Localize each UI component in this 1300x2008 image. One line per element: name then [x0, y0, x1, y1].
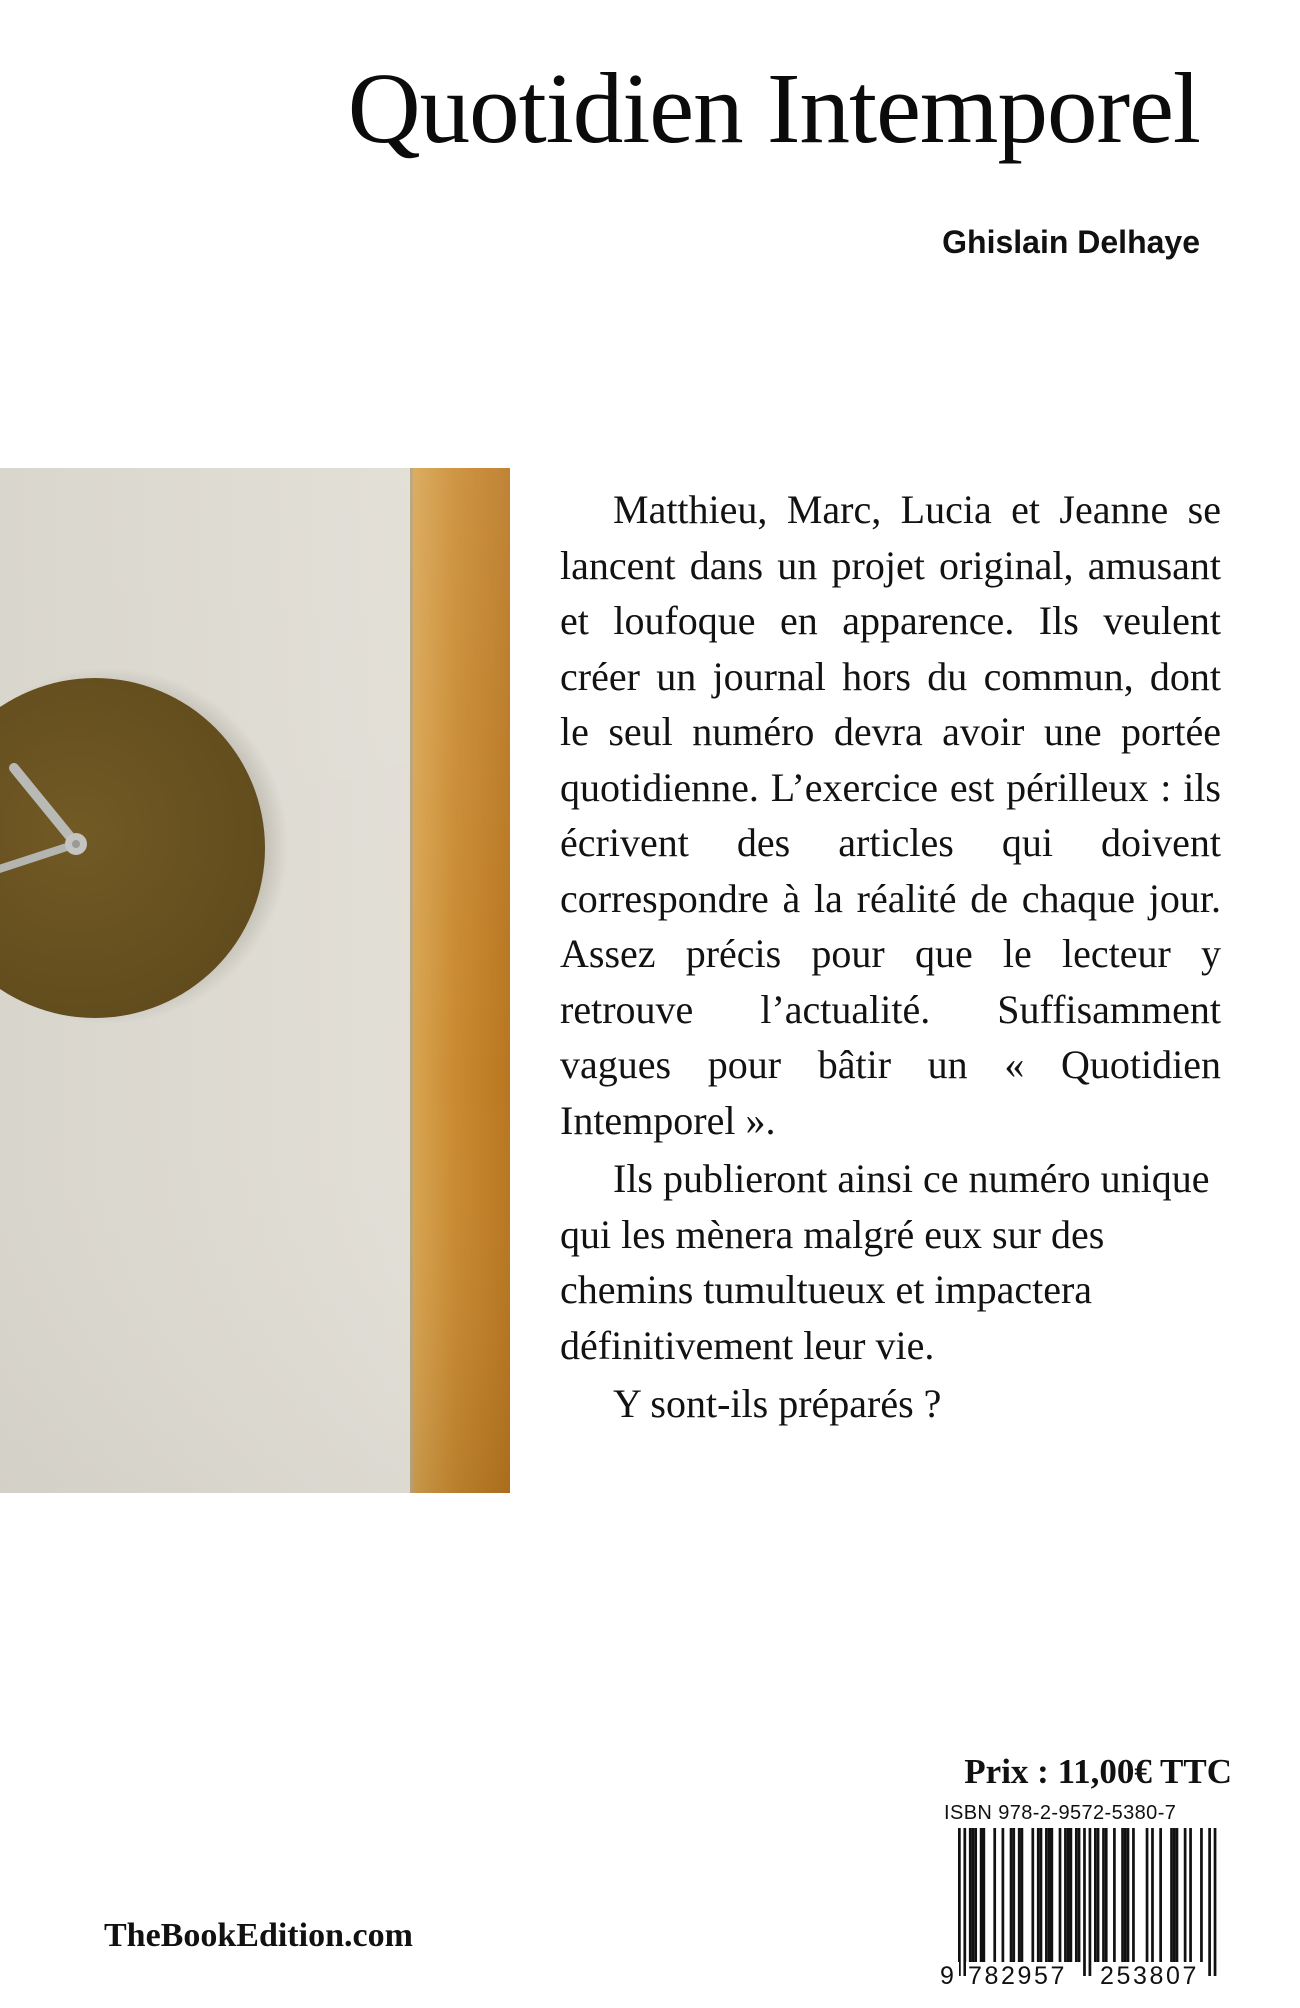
barcode-bar [1132, 1828, 1135, 1962]
ean-first-digit: 9 [940, 1962, 957, 1990]
barcode-bar [1127, 1828, 1130, 1962]
barcode-bar [1159, 1828, 1162, 1962]
barcode-bar [1097, 1828, 1100, 1962]
barcode-bar [980, 1828, 983, 1962]
barcode-bar [1045, 1828, 1048, 1962]
barcode-bar [1018, 1828, 1021, 1962]
blurb-paragraph: Y sont-ils préparés ? [613, 1381, 942, 1426]
barcode-bar [1176, 1828, 1179, 1962]
barcode-bar [1189, 1828, 1192, 1962]
author-name: Ghislain Delhaye [942, 224, 1200, 260]
barcode-bar [1124, 1828, 1127, 1962]
back-cover-blurb [560, 482, 1221, 1435]
barcode-bar [1048, 1828, 1051, 1962]
book-title: Quotidien Intemporel [347, 52, 1200, 164]
isbn-label: ISBN 978-2-9572-5380-7 [944, 1802, 1177, 1824]
ean-left-group: 782957 [968, 1962, 1068, 1990]
barcode-bar [1002, 1828, 1005, 1962]
barcode-bar [1214, 1828, 1217, 1976]
barcode-bar [1075, 1828, 1078, 1962]
barcode-bar [1070, 1828, 1073, 1962]
barcode-bar [969, 1828, 972, 1962]
barcode-bar [993, 1828, 996, 1962]
barcode-bar [1031, 1828, 1034, 1962]
barcode-bar [1089, 1828, 1092, 1976]
barcode-bar [972, 1828, 975, 1962]
barcode-bar [1151, 1828, 1154, 1962]
barcode-bar [1094, 1828, 1097, 1962]
cover-photo [0, 468, 510, 1493]
barcode-bar [982, 1828, 985, 1962]
barcode-bar [1146, 1828, 1149, 1962]
barcode-block [940, 1802, 1234, 1998]
barcode-bar [1173, 1828, 1176, 1962]
barcode-bar [1208, 1828, 1211, 1976]
ean-right-group: 253807 [1100, 1962, 1200, 1990]
barcode-bar [1184, 1828, 1187, 1962]
barcode-bar [1037, 1828, 1040, 1962]
barcode-bar [1200, 1828, 1203, 1962]
barcode-bar [1121, 1828, 1124, 1962]
barcode-bar [1113, 1828, 1116, 1962]
blurb-paragraph: Matthieu, Marc, Lucia et Jeanne se lancent dans un projet original, amusant et loufoque en apparence. Ils veulent créer un journal hors du commun, dont le seul numéro devra avoir une portée quotidienne. L’exercice est périlleux : ils écrivent des articles qui doivent correspondre à la réalité de chaque jour. Assez précis pour que le lecteur y retrouve l’actualité. Suffisamment vagues pour bâtir un « Quotidien Intemporel ». [560, 487, 1221, 1143]
publisher-name: TheBookEdition.com [104, 1917, 413, 1954]
barcode-bar [1067, 1828, 1070, 1962]
barcode-bar [1170, 1828, 1173, 1962]
wall-clock-icon [0, 468, 510, 1493]
barcode-bar [1083, 1828, 1086, 1976]
barcode-bar [1021, 1828, 1024, 1962]
price-label: Prix : 11,00€ TTC [964, 1752, 1232, 1791]
barcode-bar [963, 1828, 966, 1976]
barcode-bar [1050, 1828, 1053, 1962]
ean-digits [940, 1962, 1234, 1992]
barcode-bar [1059, 1828, 1062, 1962]
barcode-bar [1078, 1828, 1081, 1962]
barcode-bar [1040, 1828, 1043, 1962]
barcode-bar [974, 1828, 977, 1962]
barcode-bar [1102, 1828, 1105, 1962]
barcode-bar [1012, 1828, 1015, 1962]
barcode-bar [958, 1828, 961, 1976]
barcode-bar [1064, 1828, 1067, 1962]
barcode-bar [1105, 1828, 1108, 1962]
barcode-bar [1010, 1828, 1013, 1962]
blurb-paragraph: Ils publieront ainsi ce numéro unique qui les mènera malgré eux sur des chemins tumultueux et impactera définitivement leur vie. [560, 1156, 1210, 1368]
